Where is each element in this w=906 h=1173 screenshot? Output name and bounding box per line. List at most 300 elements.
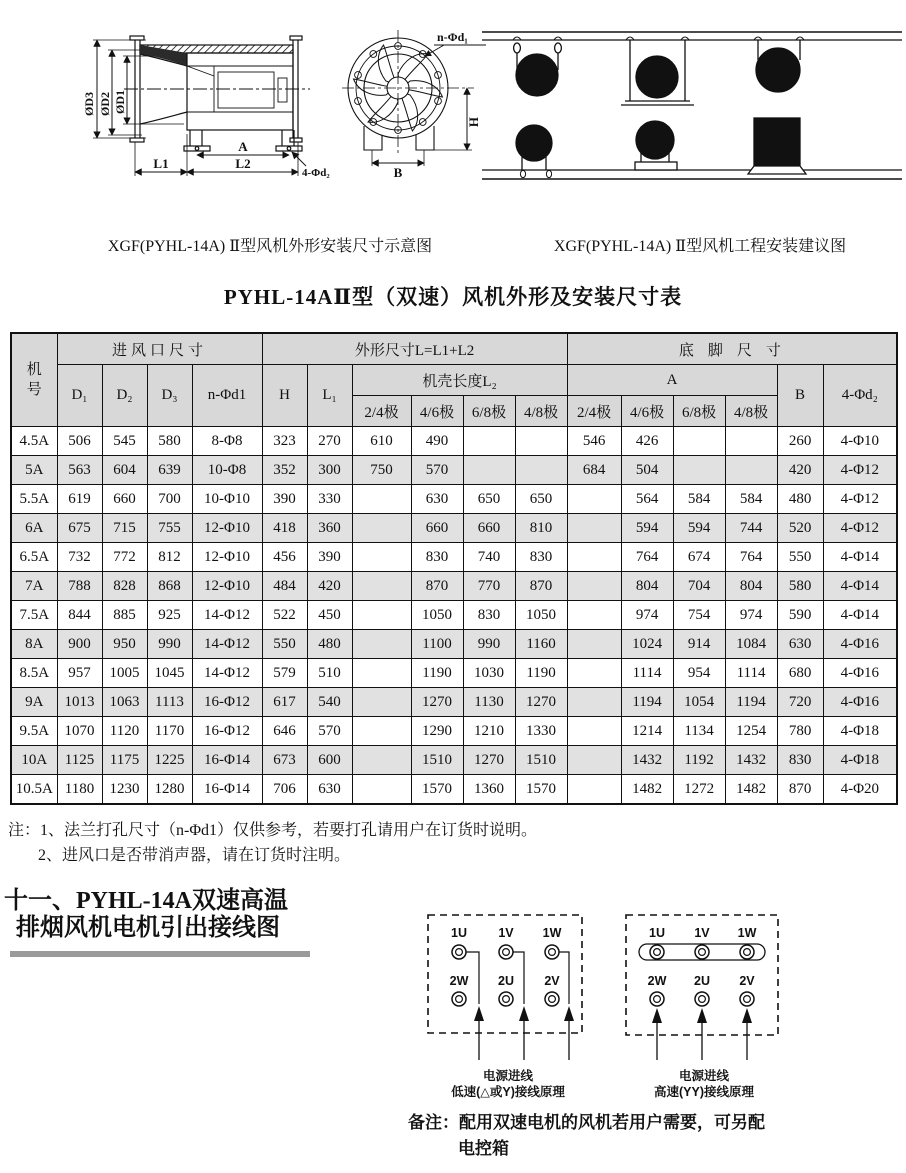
value-cell: 974: [621, 601, 673, 630]
value-cell: 360: [307, 514, 352, 543]
value-cell: [463, 427, 515, 456]
value-cell: 4-Φ16: [823, 659, 897, 688]
dim-label-bolt-holes: n-Φd₁: [437, 30, 468, 44]
value-cell: 804: [621, 572, 673, 601]
value-cell: 450: [307, 601, 352, 630]
value-cell: [515, 427, 567, 456]
value-cell: 480: [307, 630, 352, 659]
model-cell: 10.5A: [11, 775, 57, 805]
value-cell: 10-Φ10: [192, 485, 262, 514]
value-cell: [352, 746, 411, 775]
note-line-2: 2、进风口是否带消声器，请在订货时注明。: [38, 847, 351, 864]
value-cell: 1270: [515, 688, 567, 717]
value-cell: 885: [102, 601, 147, 630]
value-cell: 490: [411, 427, 463, 456]
value-cell: 563: [57, 456, 102, 485]
value-cell: 1024: [621, 630, 673, 659]
value-cell: 1113: [147, 688, 192, 717]
value-cell: 16-Φ14: [192, 775, 262, 805]
value-cell: 957: [57, 659, 102, 688]
dim-label-d1: ØD1: [113, 90, 127, 114]
value-cell: 4-Φ14: [823, 543, 897, 572]
value-cell: 1190: [411, 659, 463, 688]
header-d3: D₃: [147, 365, 192, 427]
header-d1: D₁: [57, 365, 102, 427]
value-cell: 12-Φ10: [192, 572, 262, 601]
value-cell: [352, 659, 411, 688]
dim-label-d3: ØD3: [82, 92, 96, 116]
value-cell: 8-Φ8: [192, 427, 262, 456]
table-title: PYHL-14AⅡ型（双速）风机外形及安装尺寸表: [223, 285, 683, 309]
model-cell: 10A: [11, 746, 57, 775]
value-cell: [567, 746, 621, 775]
remark-line-1: 配用双速电机的风机若用户需要，可另配: [459, 1113, 765, 1132]
value-cell: 1254: [725, 717, 777, 746]
value-cell: 900: [57, 630, 102, 659]
value-cell: 830: [515, 543, 567, 572]
caption-side-view: XGF(PYHL-14A) Ⅱ型风机外形安装尺寸示意图: [107, 238, 433, 255]
value-cell: 660: [463, 514, 515, 543]
value-cell: 1230: [102, 775, 147, 805]
value-cell: 870: [411, 572, 463, 601]
terminal-label: 1V: [498, 926, 514, 940]
section-heading: [4, 888, 288, 942]
value-cell: 925: [147, 601, 192, 630]
value-cell: 1272: [673, 775, 725, 805]
value-cell: 14-Φ12: [192, 601, 262, 630]
model-cell: 9.5A: [11, 717, 57, 746]
caption-installation: XGF(PYHL-14A) Ⅱ型风机工程安装建议图: [553, 238, 847, 255]
value-cell: 680: [777, 659, 823, 688]
value-cell: 420: [777, 456, 823, 485]
value-cell: 604: [102, 456, 147, 485]
value-cell: 1045: [147, 659, 192, 688]
value-cell: 564: [621, 485, 673, 514]
table-row: [11, 746, 897, 775]
remark-note: [408, 1110, 848, 1162]
value-cell: 868: [147, 572, 192, 601]
value-cell: 1084: [725, 630, 777, 659]
value-cell: 950: [102, 630, 147, 659]
value-cell: [352, 543, 411, 572]
value-cell: 14-Φ12: [192, 659, 262, 688]
value-cell: 1280: [147, 775, 192, 805]
value-cell: 720: [777, 688, 823, 717]
value-cell: 788: [57, 572, 102, 601]
header-pole: 4/8极: [725, 396, 777, 427]
value-cell: 1125: [57, 746, 102, 775]
value-cell: 704: [673, 572, 725, 601]
installation-drawing: [482, 12, 902, 192]
header-a-group: A: [567, 365, 777, 396]
model-cell: 7A: [11, 572, 57, 601]
value-cell: 639: [147, 456, 192, 485]
terminal-label: 1U: [649, 926, 665, 940]
header-model: 机号: [11, 333, 57, 427]
value-cell: 4-Φ14: [823, 572, 897, 601]
value-cell: 540: [307, 688, 352, 717]
value-cell: 1482: [725, 775, 777, 805]
table-row: [11, 630, 897, 659]
value-cell: [352, 572, 411, 601]
value-cell: 990: [463, 630, 515, 659]
value-cell: 506: [57, 427, 102, 456]
value-cell: 740: [463, 543, 515, 572]
value-cell: 1100: [411, 630, 463, 659]
value-cell: 4-Φ10: [823, 427, 897, 456]
value-cell: 1134: [673, 717, 725, 746]
value-cell: 812: [147, 543, 192, 572]
value-cell: 4-Φ18: [823, 717, 897, 746]
power-inlet-label: 电源进线: [678, 1069, 729, 1083]
value-cell: 750: [352, 456, 411, 485]
value-cell: [352, 514, 411, 543]
value-cell: 1190: [515, 659, 567, 688]
header-pole: 2/4极: [352, 396, 411, 427]
terminal-label: 2W: [647, 974, 667, 988]
value-cell: 646: [262, 717, 307, 746]
value-cell: 1225: [147, 746, 192, 775]
header-pole: 6/8极: [673, 396, 725, 427]
header-d2: D₂: [102, 365, 147, 427]
wiring-diagram-high-speed: [616, 908, 792, 1070]
value-cell: 584: [725, 485, 777, 514]
value-cell: 1114: [621, 659, 673, 688]
value-cell: 1482: [621, 775, 673, 805]
value-cell: 260: [777, 427, 823, 456]
value-cell: 4-Φ14: [823, 601, 897, 630]
table-header: [11, 333, 897, 427]
value-cell: [567, 659, 621, 688]
value-cell: 619: [57, 485, 102, 514]
value-cell: 810: [515, 514, 567, 543]
model-cell: 6.5A: [11, 543, 57, 572]
value-cell: [567, 572, 621, 601]
wiring-caption-low-speed: [420, 1068, 596, 1100]
section-heading-line-1: 十一、PYHL-14A双速高温: [4, 888, 288, 914]
value-cell: 1270: [411, 688, 463, 717]
header-h: H: [262, 365, 307, 427]
value-cell: 4-Φ12: [823, 514, 897, 543]
value-cell: 744: [725, 514, 777, 543]
value-cell: 390: [307, 543, 352, 572]
terminal-label: 2V: [544, 974, 560, 988]
side-view-drawing: [66, 14, 338, 210]
value-cell: 1180: [57, 775, 102, 805]
value-cell: [352, 601, 411, 630]
table-row: [11, 543, 897, 572]
value-cell: 594: [673, 514, 725, 543]
value-cell: 954: [673, 659, 725, 688]
value-cell: [515, 456, 567, 485]
value-cell: 270: [307, 427, 352, 456]
value-cell: [352, 688, 411, 717]
table-row: [11, 427, 897, 456]
value-cell: 420: [307, 572, 352, 601]
model-cell: 5A: [11, 456, 57, 485]
value-cell: 1432: [725, 746, 777, 775]
value-cell: [673, 427, 725, 456]
value-cell: 12-Φ10: [192, 514, 262, 543]
terminal-label: 1U: [451, 926, 467, 940]
value-cell: 804: [725, 572, 777, 601]
value-cell: 830: [777, 746, 823, 775]
terminal-label: 1W: [737, 926, 757, 940]
header-nd1: n-Φd1: [192, 365, 262, 427]
model-cell: 9A: [11, 688, 57, 717]
note-line-1: 注：1、法兰打孔尺寸（n-Φd1）仅供参考，若要打孔请用户在订货时说明。: [8, 822, 538, 839]
value-cell: [567, 514, 621, 543]
value-cell: 630: [307, 775, 352, 805]
model-cell: 8.5A: [11, 659, 57, 688]
header-pole: 6/8极: [463, 396, 515, 427]
power-inlet-label: 电源进线: [482, 1069, 533, 1083]
value-cell: 650: [515, 485, 567, 514]
value-cell: 12-Φ10: [192, 543, 262, 572]
value-cell: 1070: [57, 717, 102, 746]
value-cell: [673, 456, 725, 485]
value-cell: 504: [621, 456, 673, 485]
value-cell: 870: [515, 572, 567, 601]
dim-label-b: B: [393, 165, 403, 180]
value-cell: 600: [307, 746, 352, 775]
value-cell: [725, 427, 777, 456]
header-inlet-group: 进风口尺寸: [57, 333, 262, 365]
header-pole: 4/8极: [515, 396, 567, 427]
value-cell: 770: [463, 572, 515, 601]
value-cell: 584: [673, 485, 725, 514]
value-cell: 764: [621, 543, 673, 572]
value-cell: [725, 456, 777, 485]
value-cell: 1194: [621, 688, 673, 717]
terminal-label: 2V: [739, 974, 755, 988]
value-cell: [463, 456, 515, 485]
value-cell: 1005: [102, 659, 147, 688]
value-cell: [352, 717, 411, 746]
value-cell: 14-Φ12: [192, 630, 262, 659]
value-cell: 522: [262, 601, 307, 630]
table-body: [11, 427, 897, 805]
value-cell: 352: [262, 456, 307, 485]
value-cell: 1130: [463, 688, 515, 717]
value-cell: 590: [777, 601, 823, 630]
terminal-label: 1V: [694, 926, 710, 940]
dim-label-a: A: [238, 139, 248, 154]
value-cell: 1194: [725, 688, 777, 717]
header-pole: 2/4极: [567, 396, 621, 427]
header-outline-group: 外形尺寸L=L1+L2: [262, 333, 567, 365]
dim-label-l1: L1: [153, 156, 169, 171]
value-cell: 1050: [515, 601, 567, 630]
value-cell: 4-Φ18: [823, 746, 897, 775]
dim-label-l2: L2: [235, 156, 251, 171]
value-cell: 484: [262, 572, 307, 601]
heading-underline-bar: [10, 951, 310, 957]
value-cell: 1210: [463, 717, 515, 746]
value-cell: 1160: [515, 630, 567, 659]
value-cell: 510: [307, 659, 352, 688]
value-cell: 1192: [673, 746, 725, 775]
value-cell: [567, 543, 621, 572]
table-row: [11, 775, 897, 805]
value-cell: 617: [262, 688, 307, 717]
front-view-drawing: [334, 14, 494, 210]
value-cell: 870: [777, 775, 823, 805]
value-cell: 1330: [515, 717, 567, 746]
value-cell: 1120: [102, 717, 147, 746]
value-cell: 630: [777, 630, 823, 659]
value-cell: 674: [673, 543, 725, 572]
value-cell: 1013: [57, 688, 102, 717]
value-cell: 630: [411, 485, 463, 514]
value-cell: 990: [147, 630, 192, 659]
remark-label: 备注：: [408, 1113, 459, 1132]
value-cell: 1290: [411, 717, 463, 746]
terminal-label: 2U: [694, 974, 710, 988]
model-cell: 7.5A: [11, 601, 57, 630]
table-row: [11, 717, 897, 746]
value-cell: 684: [567, 456, 621, 485]
dim-label-h: H: [466, 116, 481, 128]
value-cell: 706: [262, 775, 307, 805]
value-cell: 1054: [673, 688, 725, 717]
value-cell: 1432: [621, 746, 673, 775]
high-speed-principle-label: 高速(YY)接线原理: [653, 1085, 754, 1099]
value-cell: 650: [463, 485, 515, 514]
value-cell: 1570: [515, 775, 567, 805]
value-cell: 732: [57, 543, 102, 572]
value-cell: 594: [621, 514, 673, 543]
value-cell: [352, 630, 411, 659]
value-cell: 546: [567, 427, 621, 456]
model-cell: 8A: [11, 630, 57, 659]
value-cell: 16-Φ12: [192, 717, 262, 746]
value-cell: 16-Φ14: [192, 746, 262, 775]
value-cell: 550: [777, 543, 823, 572]
value-cell: 580: [147, 427, 192, 456]
value-cell: 1214: [621, 717, 673, 746]
header-b: B: [777, 365, 823, 427]
value-cell: 914: [673, 630, 725, 659]
value-cell: 1050: [411, 601, 463, 630]
value-cell: 715: [102, 514, 147, 543]
value-cell: 1510: [411, 746, 463, 775]
value-cell: 545: [102, 427, 147, 456]
value-cell: 1270: [463, 746, 515, 775]
value-cell: 426: [621, 427, 673, 456]
value-cell: [567, 775, 621, 805]
value-cell: 16-Φ12: [192, 688, 262, 717]
table-row: [11, 485, 897, 514]
value-cell: 4-Φ12: [823, 485, 897, 514]
value-cell: [567, 688, 621, 717]
value-cell: 610: [352, 427, 411, 456]
value-cell: 675: [57, 514, 102, 543]
value-cell: 1570: [411, 775, 463, 805]
value-cell: 660: [102, 485, 147, 514]
value-cell: 4-Φ16: [823, 630, 897, 659]
table-row: [11, 688, 897, 717]
value-cell: 828: [102, 572, 147, 601]
dim-label-d2: ØD2: [98, 92, 112, 116]
header-pole: 4/6极: [621, 396, 673, 427]
table-row: [11, 659, 897, 688]
value-cell: 550: [262, 630, 307, 659]
value-cell: [352, 485, 411, 514]
value-cell: 570: [307, 717, 352, 746]
dim-label-foot-holes: 4-Φd₂: [302, 167, 330, 179]
value-cell: [567, 630, 621, 659]
value-cell: 480: [777, 485, 823, 514]
value-cell: 10-Φ8: [192, 456, 262, 485]
value-cell: 1510: [515, 746, 567, 775]
value-cell: 323: [262, 427, 307, 456]
table-row: [11, 572, 897, 601]
header-foot-group: 底脚尺寸: [567, 333, 897, 365]
value-cell: 1030: [463, 659, 515, 688]
wiring-diagram-low-speed: [420, 908, 596, 1070]
header-pole: 4/6极: [411, 396, 463, 427]
value-cell: 1360: [463, 775, 515, 805]
value-cell: 673: [262, 746, 307, 775]
value-cell: 579: [262, 659, 307, 688]
low-speed-principle-label: 低速(△或Y)接线原理: [451, 1085, 565, 1099]
value-cell: 580: [777, 572, 823, 601]
value-cell: 330: [307, 485, 352, 514]
value-cell: 754: [673, 601, 725, 630]
section-heading-line-2: 排烟风机电机引出接线图: [16, 915, 280, 941]
value-cell: 660: [411, 514, 463, 543]
value-cell: 4-Φ20: [823, 775, 897, 805]
value-cell: 570: [411, 456, 463, 485]
value-cell: 1175: [102, 746, 147, 775]
value-cell: 1063: [102, 688, 147, 717]
table-notes: [8, 818, 537, 868]
value-cell: 764: [725, 543, 777, 572]
value-cell: 780: [777, 717, 823, 746]
value-cell: [567, 601, 621, 630]
terminal-label: 2W: [449, 974, 469, 988]
model-cell: 6A: [11, 514, 57, 543]
value-cell: 700: [147, 485, 192, 514]
wiring-caption-high-speed: [612, 1068, 796, 1100]
value-cell: 456: [262, 543, 307, 572]
value-cell: [567, 717, 621, 746]
dimension-table: [10, 332, 898, 805]
value-cell: 830: [411, 543, 463, 572]
value-cell: 844: [57, 601, 102, 630]
header-d2-holes: 4-Φd₂: [823, 365, 897, 427]
value-cell: 520: [777, 514, 823, 543]
terminal-label: 1W: [542, 926, 562, 940]
header-casing-group: 机壳长度L₂: [352, 365, 567, 396]
header-l1: L₁: [307, 365, 352, 427]
model-cell: 4.5A: [11, 427, 57, 456]
value-cell: 390: [262, 485, 307, 514]
value-cell: 4-Φ16: [823, 688, 897, 717]
terminal-label: 2U: [498, 974, 514, 988]
value-cell: [352, 775, 411, 805]
value-cell: 1114: [725, 659, 777, 688]
table-row: [11, 601, 897, 630]
value-cell: 974: [725, 601, 777, 630]
value-cell: [567, 485, 621, 514]
table-row: [11, 456, 897, 485]
value-cell: 418: [262, 514, 307, 543]
value-cell: 830: [463, 601, 515, 630]
value-cell: 300: [307, 456, 352, 485]
table-row: [11, 514, 897, 543]
